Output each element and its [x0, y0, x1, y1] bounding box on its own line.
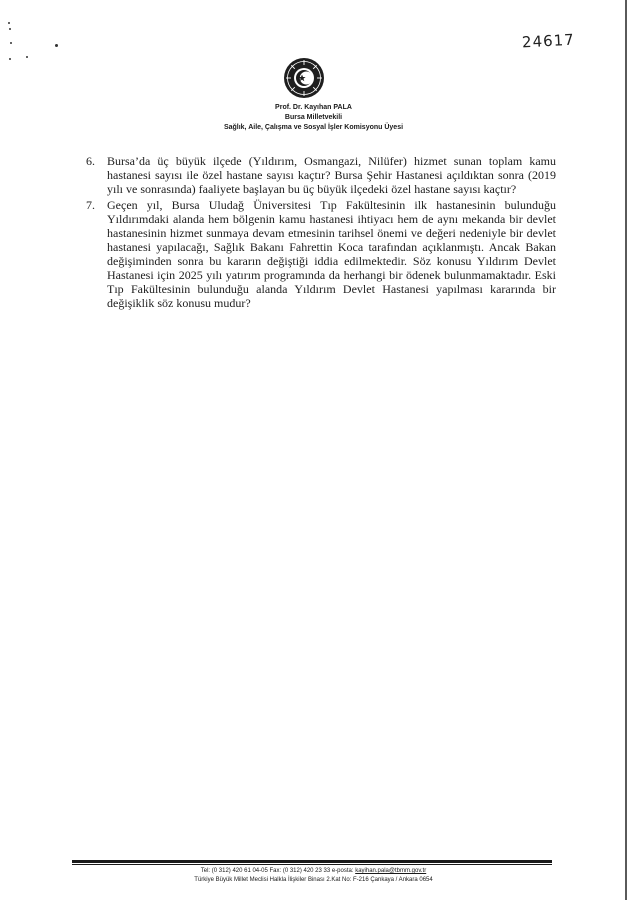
question-text: Geçen yıl, Bursa Uludağ Üniversitesi Tıp Fakültesinin ilk hastanesinin bulunduğu Yıldırımdaki alanda hem bölgenin kamu hastanesi ihtiyacı hem de aynı mekanda bir devlet hastanesinin hizmet sunmaya devam etmesinin tarihsel önemi ve değeri nedeniyle bir devlet hastanesi yapılacağı, Sağlık Bakanı Fahrettin Koca tarafından açıklanmıştı. Ancak Bakan değişiminden sonra bu kararın değiştiği iddia edilmektedir. Söz konusu Yıldırım Devlet Hastanesi için 2025 yılı yatırım programında da herhangi bir ödenek bulunmamaktadır. Eski Tıp Fakültesinin bulunduğu alanda Yıldırım Devlet Hastanesi yapılması kararında bir değişiklik söz konusu mudur?: [107, 198, 556, 310]
committee-membership: Sağlık, Aile, Çalışma ve Sosyal İşler Komisyonu Üyesi: [223, 124, 404, 131]
footer-address: Türkiye Büyük Millet Meclisi Halkla İlişkiler Binası 2.Kat No: F-216 Çankaya / Ankara 0654: [194, 877, 433, 883]
footer-rule-thin: [72, 864, 552, 865]
question-item: [86, 154, 556, 196]
footer: [0, 867, 627, 885]
tbmm-emblem: [283, 57, 325, 99]
footer-contact-prefix: Tel: (0 312) 420 61 04-05 Fax: (0 312) 420 23 33 e-posta:: [200, 868, 354, 874]
handwritten-doc-number: 24617: [521, 30, 576, 52]
mp-name: Prof. Dr. Kayıhan PALA: [275, 104, 352, 111]
footer-rule: [72, 860, 552, 863]
footer-contact: [0, 867, 627, 876]
mp-role: Bursa Milletvekili: [284, 114, 343, 121]
question-text: Bursa’da üç büyük ilçede (Yıldırım, Osmangazi, Nilüfer) hizmet sunan toplam kamu hastanesi sayısı ile özel hastane sayısı kaçtır? Bursa Şehir Hastanesi açıldıktan sonra (2019 yılı ve sonrasında) faaliyete başlayan bu üç büyük ilçedeki özel hastane sayısı kaçtır?: [107, 154, 556, 196]
question-list: [86, 154, 556, 310]
letterhead: [0, 103, 627, 133]
footer-email-link[interactable]: kayihan.pala@tbmm.gov.tr: [355, 868, 427, 874]
question-number: 6.: [86, 154, 95, 168]
question-number: 7.: [86, 198, 95, 212]
question-item: [86, 198, 556, 310]
